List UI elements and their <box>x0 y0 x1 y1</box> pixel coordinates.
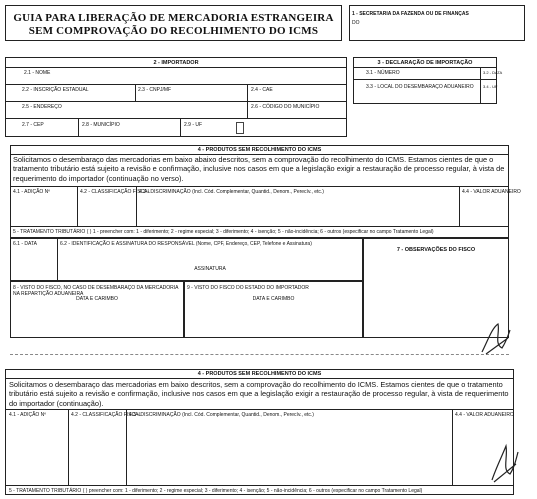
endereco-label: 2.5 - ENDEREÇO <box>22 104 62 110</box>
visto1-data: DATA E CARIMBO <box>76 296 118 302</box>
col-divider <box>68 409 69 485</box>
declaracao-title: 3 - DECLARAÇÃO DE IMPORTAÇÃO <box>377 60 473 66</box>
row-divider <box>10 226 509 227</box>
col-adicao: 4.1 - ADIÇÃO Nº <box>13 189 51 195</box>
di-uf-label: 3.4 - UF <box>483 84 498 89</box>
col-valor: 4.4 - VALOR ADUANEIRO <box>462 189 521 195</box>
secretaria-sub: DO <box>352 20 360 26</box>
cep-label: 2.7 - CEP <box>22 122 44 128</box>
row-divider <box>5 101 347 102</box>
di-numero-label: 3.1 - NÚMERO <box>366 70 400 76</box>
col-divider <box>126 409 127 485</box>
tratamento2-text: 5 - TRATAMENTO TRIBUTÁRIO ( ) preencher com: 1 - diferimento; 2 - regime especial; 3 - diferimento; 4 - isenção; 5 - não-incidência; 6 - outros (especificar no campo Tratamento Legal) <box>9 488 423 494</box>
cnpj-label: 2.3 - CNPJ/MF <box>138 87 172 93</box>
observacoes-title: 7 - OBSERVAÇÕES DO FISCO <box>396 247 476 253</box>
uf-label: 2.9 - UF <box>184 122 203 128</box>
di-local-label: 3.3 - LOCAL DO DESEMBARAÇO ADUANEIRO <box>366 84 474 90</box>
identificacao-label: 6.2 - IDENTIFICAÇÃO E ASSINATURA DO RESPONSÁVEL (Nome, CPF, Endereço, CEP, Telefone e Assinatura) <box>60 241 312 247</box>
col2-valor: 4.4 - VALOR ADUANEIRO <box>455 412 514 418</box>
produtos-paragraph: Solicitamos o desembaraço das mercadorias em baixo abaixo descritos, sem a comprovação do recolhimento do ICMS. Estamos cientes de que o tratamento tributário está sujeito a revisão e confirmação, inclusive nos casos em que a legislação exigir a restauração de processo regular, à vista de requerimento do importador (continuação no verso). <box>13 155 505 183</box>
di-data-label: 3.2 - DATA <box>483 70 503 75</box>
data-label: 6.1 - DATA <box>13 241 37 247</box>
tratamento-text: 5 - TRATAMENTO TRIBUTÁRIO ( ) 1 - preencher com: 1 - diferimento; 2 - regime especial; 3 - diferimento; 4 - isenção; 5 - não-incidência; 6 - outros (especificar no campo Tratamento Legal) <box>13 229 434 235</box>
col-divider <box>480 67 481 104</box>
row-divider <box>5 84 347 85</box>
municipio-code-label: 2.6 - CÓDIGO DO MUNICÍPIO <box>251 104 320 110</box>
inscricao-label: 2.2 - INSCRIÇÃO ESTADUAL <box>22 87 89 93</box>
importador-box <box>5 57 347 137</box>
produtos-title: 4 - PRODUTOS SEM RECOLHIMENTO DO ICMS <box>197 147 322 153</box>
col-divider <box>452 409 453 485</box>
assinatura-label: ASSINATURA <box>194 266 226 272</box>
nome-label: 2.1 - NOME <box>24 70 51 76</box>
row-divider <box>5 409 514 410</box>
row-divider <box>5 67 347 68</box>
col-divider <box>135 84 136 101</box>
col2-classificacao: 4.2 - CLASSIFICAÇÃO FISCAL <box>71 412 142 418</box>
visto2-data: DATA E CARIMBO <box>252 296 295 302</box>
cut-line <box>10 354 509 355</box>
row-divider <box>5 485 514 486</box>
col2-discriminacao: 4.3 - DISCRIMINAÇÃO (Incl. Cód. Complementar, Quantid., Denom., Perecív., etc.) <box>129 412 314 418</box>
col-divider <box>78 118 79 137</box>
form-title-line1: GUIA PARA LIBERAÇÃO DE MERCADORIA ESTRANGEIRA <box>13 12 334 24</box>
col2-adicao: 4.1 - ADIÇÃO Nº <box>9 412 47 418</box>
signature-mark <box>478 318 514 358</box>
produtos2-title: 4 - PRODUTOS SEM RECOLHIMENTO DO ICMS <box>197 371 322 377</box>
col-divider <box>459 186 460 226</box>
row-divider <box>353 79 497 80</box>
visto2-label: 9 - VISTO DO FISCO DO ESTADO DO IMPORTADOR <box>187 285 309 291</box>
visto1-label: 8 - VISTO DO FISCO, NO CASO DE DESEMBARAÇO DA MERCADORIA NA REPARTIÇÃO ADUANEIRA <box>13 285 179 297</box>
row-divider <box>5 118 347 119</box>
col-classificacao: 4.2 - CLASSIFICAÇÃO FISCAL <box>80 189 151 195</box>
col-divider <box>57 238 58 281</box>
col-discriminacao: 4.3 - DISCRIMINAÇÃO (Incl. Cód. Complementar, Quantid., Denom., Perecív., etc.) <box>139 189 324 195</box>
form-title-line2: SEM COMPROVAÇÃO DO RECOLHIMENTO DO ICMS <box>28 25 319 37</box>
municipio-label: 2.8 - MUNICÍPIO <box>82 122 120 128</box>
col-divider <box>247 84 248 118</box>
col-divider <box>77 186 78 226</box>
row-divider <box>353 67 497 68</box>
row-divider <box>10 186 509 187</box>
importador-title: 2 - IMPORTADOR <box>153 60 199 66</box>
secretaria-label: 1 - SECRETARIA DA FAZENDA OU DE FINANÇAS <box>352 11 469 17</box>
signature-mark <box>488 440 522 484</box>
stamp-mark <box>236 122 244 134</box>
col-divider <box>180 118 181 137</box>
produtos2-paragraph: Solicitamos o desembaraço das mercadorias em baixo descritos, sem a comprovação do recolhimento do ICMS. Estamos cientes de que o tratamento tributário está sujeito a revisão e confirmação, inclusive nos casos em que a legislação exigir a restauração de processo regular, à vista de requerimento do importador (continuação). <box>9 380 509 408</box>
row-divider <box>5 378 514 379</box>
cae-label: 2.4 - CAE <box>251 87 273 93</box>
